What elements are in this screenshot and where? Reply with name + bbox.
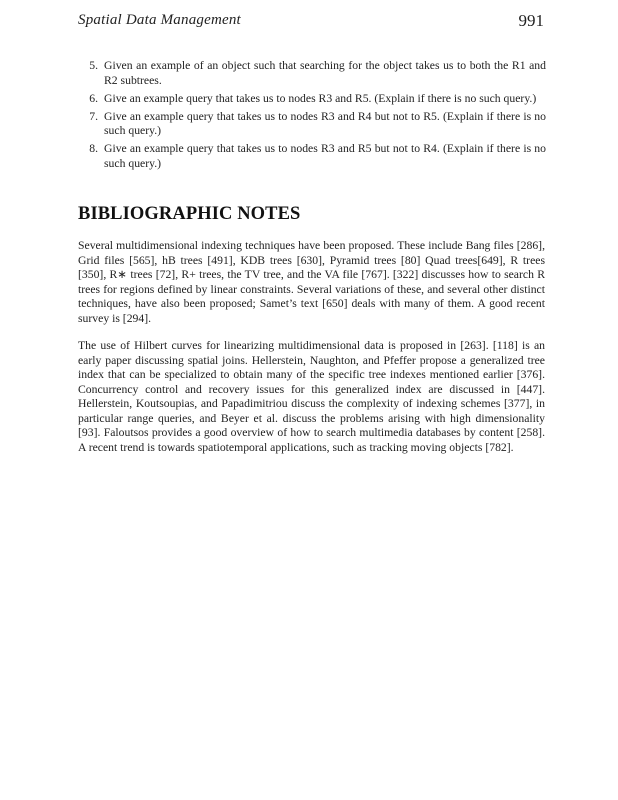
exercise-text: Give an example query that takes us to nodes R3 and R5. (Explain if there is no such query.): [104, 91, 537, 105]
page-number: 991: [518, 11, 544, 30]
exercise-number: 8.: [89, 142, 98, 156]
exercise-number: 5.: [89, 59, 98, 72]
exercise-item: [80, 142, 546, 171]
running-head-title: Spatial Data Management: [78, 12, 241, 28]
section-heading: BIBLIOGRAPHIC NOTES: [78, 204, 301, 224]
exercise-number: 7.: [89, 109, 98, 123]
bibliography-paragraph: The use of Hilbert curves for linearizing multidimensional data is proposed in [263]. [118] is an early paper discussing spatial joins. Hellerstein, Naughton, and Pfeffer propose a generalized tree index that can be specialized to obtain many of the specific tree indexes mentioned earlier [376]. Concurrency control and recovery issues for this generalized index are discussed in [447]. Hellerstein, Koutsoupias, and Papadimitriou discuss the complexity of indexing schemes [377], in particular range queries, and Beyer et al. discuss the problems arising with high dimensionality [93]. Faloutsos provides a good overview of how to search multimedia databases by content [258]. A recent trend is towards spatiotemporal applications, such as tracking moving objects [782].: [78, 339, 545, 454]
exercise-list: [80, 59, 546, 175]
exercise-text: Given an example of an object such that searching for the object takes us to both the R1 and R2 subtrees.: [104, 59, 546, 87]
exercise-number: 6.: [89, 91, 98, 105]
exercise-text: Give an example query that takes us to nodes R3 and R4 but not to R5. (Explain if there is no such query.): [104, 109, 546, 138]
exercise-text: Give an example query that takes us to nodes R3 and R5 but not to R4. (Explain if there is no such query.): [104, 142, 546, 171]
exercise-item: [80, 59, 546, 88]
exercise-item: [80, 110, 546, 139]
bibliography-paragraph: Several multidimensional indexing techniques have been proposed. These include Bang files [286], Grid files [565], hB trees [491], KDB trees [630], Pyramid trees [80] Quad trees[649], R trees [350], R∗ trees [72], R+ trees, the TV tree, and the VA file [767]. [322] discusses how to search R trees for regions defined by linear constraints. Several variations of these, and several other distinct techniques, have also been proposed; Samet’s text [650] deals with many of them. A good recent survey is [294].: [78, 239, 545, 325]
exercise-item: [80, 92, 546, 107]
